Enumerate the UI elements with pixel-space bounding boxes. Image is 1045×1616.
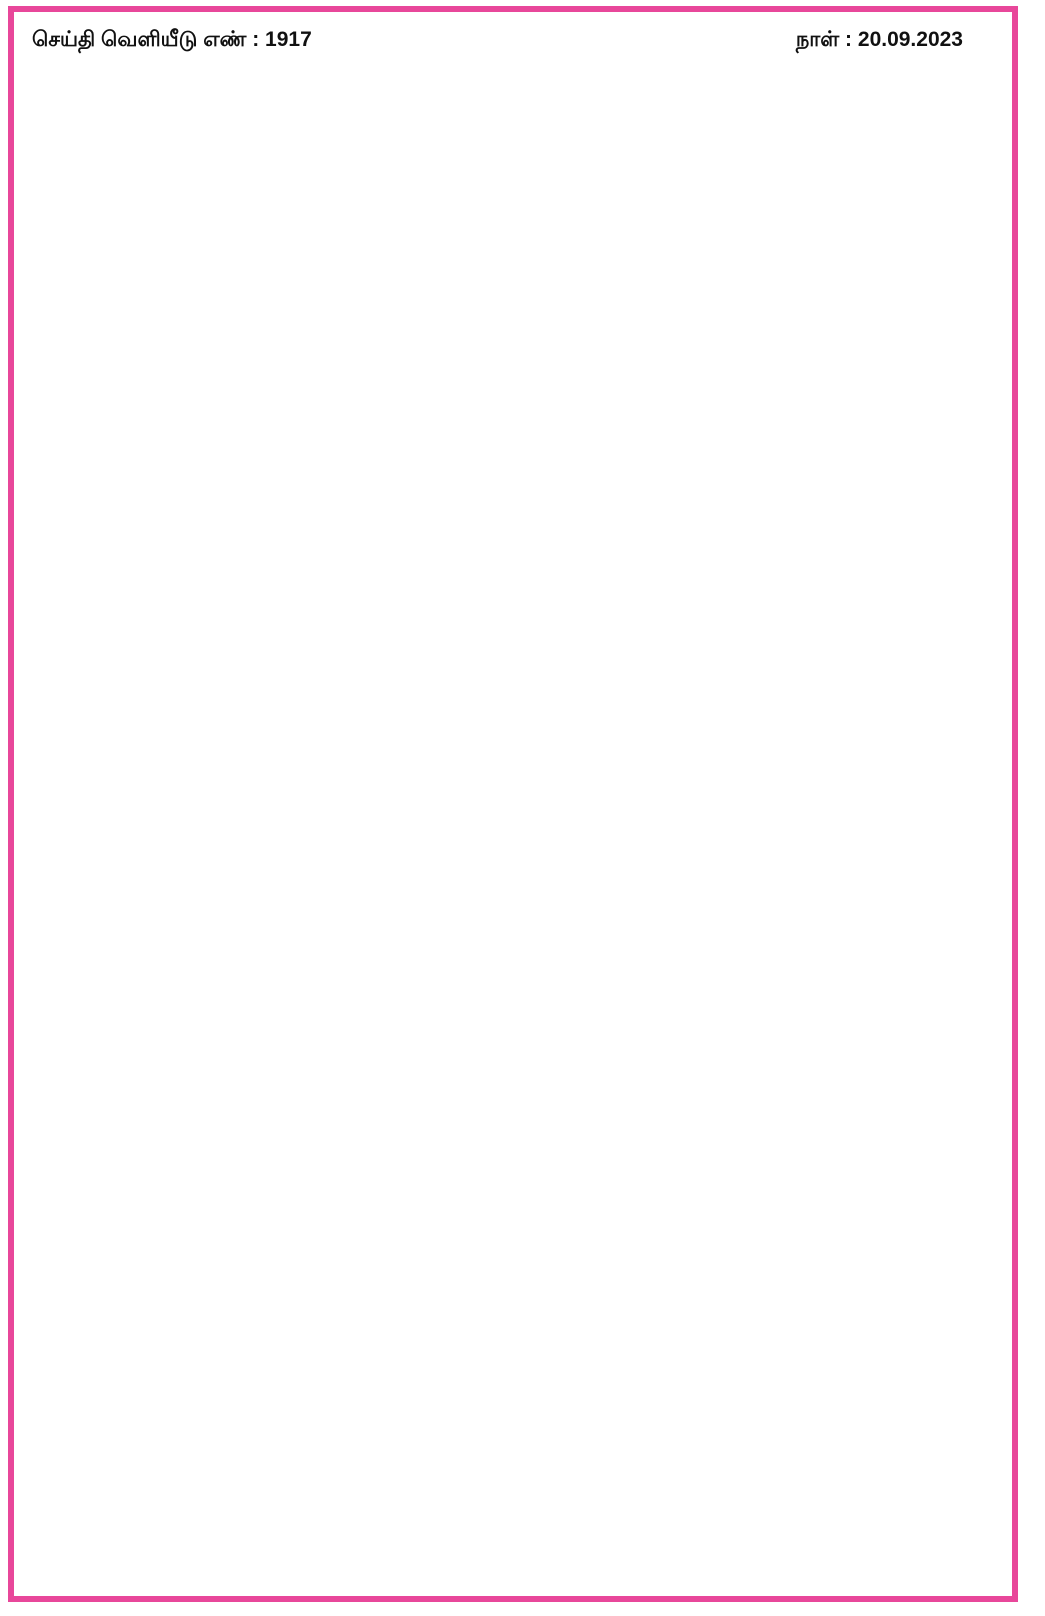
release-date: நாள் : 20.09.2023 (795, 28, 963, 51)
release-number: செய்தி வெளியீடு எண் : 1917 (32, 28, 312, 51)
